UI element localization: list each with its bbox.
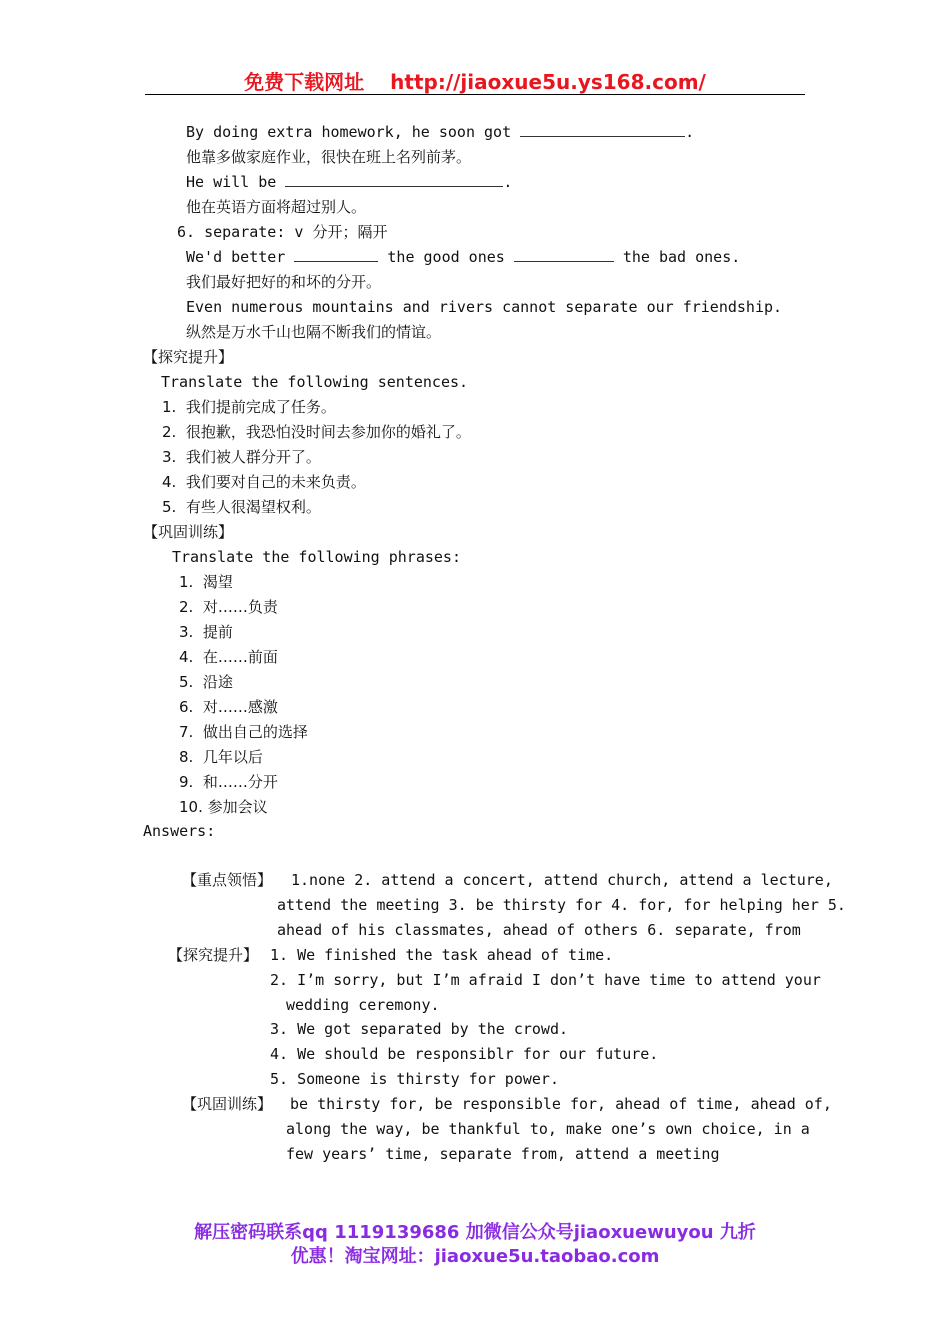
header-label: 免费下载网址 [244, 70, 365, 94]
answer-line: attend the meeting 3. be thirsty for 4. for, for helping her 5. [277, 896, 846, 914]
answer-line: 3. We got separated by the crowd. [270, 1020, 569, 1038]
list-item: 9. 和……分开 [179, 773, 278, 791]
explore-heading: 【探究提升】 [143, 348, 234, 366]
answer-line: 1. We finished the task ahead of time. [270, 946, 614, 964]
sentence-4: Even numerous mountains and rivers cannot separate our friendship. [186, 298, 783, 316]
answer-line: 4. We should be responsiblr for our future. [270, 1045, 659, 1063]
list-item: 5. 有些人很渴望权利。 [162, 498, 321, 516]
list-item: 2. 对……负责 [179, 598, 278, 616]
list-item: 7. 做出自己的选择 [179, 723, 308, 741]
answer-line: 2. I’m sorry, but I’m afraid I don’t have time to attend your [270, 971, 821, 989]
list-item: 2. 很抱歉，我恐怕没时间去参加你的婚礼了。 [162, 423, 471, 441]
footer-shop-link[interactable]: 优惠！淘宝网址：jiaoxue5u.taobao.com [290, 1246, 660, 1267]
item-6-separate: 6. separate: v 分开；隔开 [177, 223, 388, 241]
answer-line: wedding ceremony. [286, 996, 440, 1014]
header-url-link[interactable]: http://jiaoxue5u.ys168.com/ [390, 70, 706, 94]
list-item: 1. 我们提前完成了任务。 [162, 398, 336, 416]
answer-line: be thirsty for, be responsible for, ahead of time, ahead of, [290, 1095, 832, 1113]
list-item: 3. 提前 [179, 623, 233, 641]
explore-instruction: Translate the following sentences. [161, 373, 469, 391]
answer-line: few years’ time, separate from, attend a meeting [286, 1145, 720, 1163]
sentence-2: He will be . [186, 173, 513, 191]
sentence-4-cn: 纵然是万水千山也隔不断我们的情谊。 [186, 323, 442, 341]
fill-blank[interactable] [514, 247, 614, 262]
answers-practice-label: 【巩固训练】 [182, 1095, 273, 1113]
list-item: 10. 参加会议 [179, 798, 268, 816]
answer-line: along the way, be thankful to, make one’s own choice, in a [286, 1120, 810, 1138]
list-item: 6. 对……感激 [179, 698, 278, 716]
answers-title: Answers: [143, 822, 216, 840]
list-item: 4. 我们要对自己的未来负责。 [162, 473, 366, 491]
sentence-2-cn: 他在英语方面将超过别人。 [186, 198, 367, 216]
answers-explore-label: 【探究提升】 [168, 946, 259, 964]
practice-heading: 【巩固训练】 [143, 523, 234, 541]
fill-blank[interactable] [520, 122, 685, 137]
sentence-3: We'd better the good ones the bad ones. [186, 248, 741, 266]
answer-line: 5. Someone is thirsty for power. [270, 1070, 559, 1088]
list-item: 3. 我们被人群分开了。 [162, 448, 321, 466]
footer-contact: 解压密码联系qq 1119139686 加微信公众号jiaoxuewuyou 九折 [194, 1222, 756, 1243]
answer-line: ahead of his classmates, ahead of others 6. separate, from [277, 921, 801, 939]
fill-blank[interactable] [285, 172, 503, 187]
page-header [145, 66, 805, 95]
list-item: 1. 渴望 [179, 573, 233, 591]
sentence-3-cn: 我们最好把好的和坏的分开。 [186, 273, 382, 291]
list-item: 8. 几年以后 [179, 748, 263, 766]
sentence-1: By doing extra homework, he soon got . [186, 123, 695, 141]
list-item: 4. 在……前面 [179, 648, 278, 666]
sentence-1-cn: 他靠多做家庭作业，很快在班上名列前茅。 [186, 148, 472, 166]
list-item: 5. 沿途 [179, 673, 233, 691]
answers-key-label: 【重点领悟】 [182, 871, 273, 889]
answer-line: 1.none 2. attend a concert, attend church, attend a lecture, [291, 871, 833, 889]
fill-blank[interactable] [294, 247, 378, 262]
practice-instruction: Translate the following phrases: [172, 548, 461, 566]
